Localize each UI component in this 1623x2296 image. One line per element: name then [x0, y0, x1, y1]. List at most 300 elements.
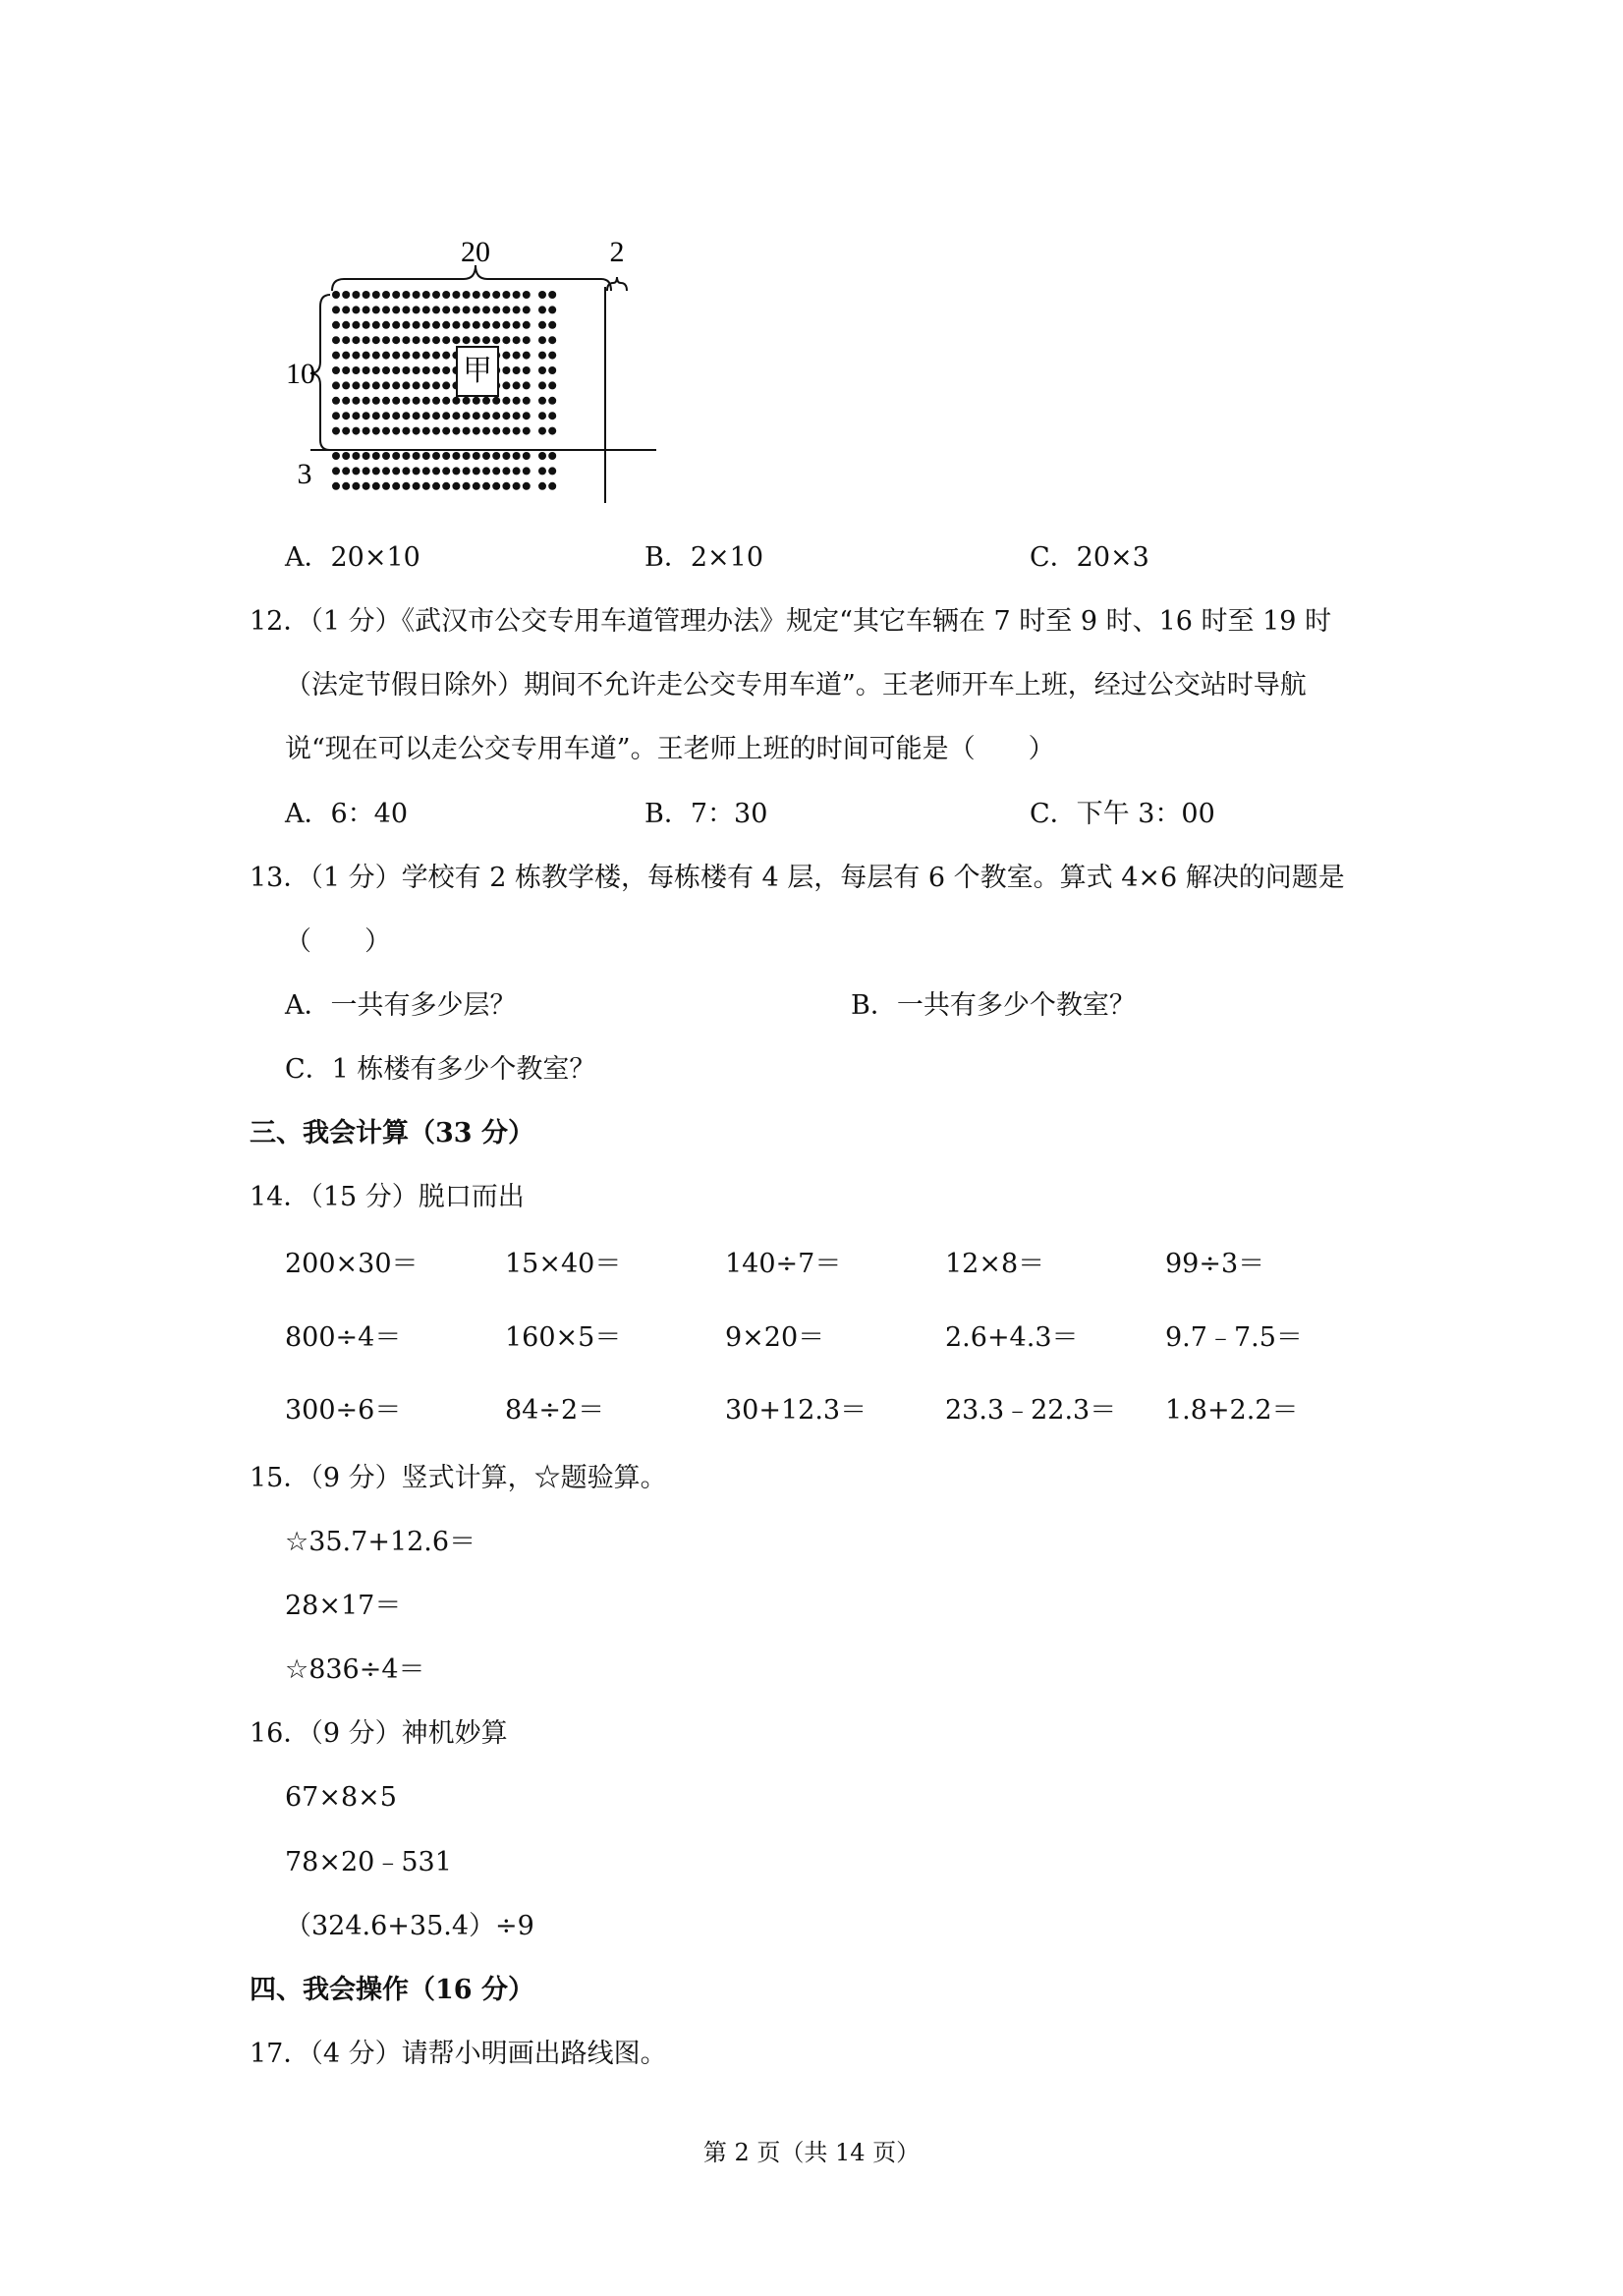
- dot: [523, 482, 531, 490]
- dot: [332, 321, 340, 329]
- dot: [513, 482, 521, 490]
- dot: [363, 452, 370, 460]
- q14-item: 160×5＝: [505, 1322, 622, 1353]
- dot: [432, 291, 440, 299]
- dot: [372, 336, 380, 344]
- q12-option-c[interactable]: C．下午 3：00: [1030, 799, 1215, 829]
- dot: [352, 467, 360, 475]
- q16-item-2: 78×20﹣531: [285, 1847, 452, 1877]
- dot: [548, 381, 556, 389]
- section-4-title: 四、我会操作（16 分）: [250, 1975, 534, 2005]
- q12-line-2: （法定节假日除外）期间不允许走公交专用车道”。王老师开车上班，经过公交站时导航: [285, 670, 1307, 700]
- dot: [392, 467, 400, 475]
- dot: [492, 306, 500, 313]
- dot: [392, 336, 400, 344]
- dot: [352, 321, 360, 329]
- dot: [402, 412, 410, 420]
- dot: [332, 291, 340, 299]
- dot: [422, 381, 430, 389]
- dot: [422, 412, 430, 420]
- dot: [548, 412, 556, 420]
- dot: [392, 427, 400, 435]
- dot: [442, 366, 450, 374]
- dot: [402, 397, 410, 405]
- dot-grid: [332, 291, 556, 490]
- dot: [452, 412, 460, 420]
- dot: [442, 452, 450, 460]
- dot: [513, 352, 521, 360]
- dot: [382, 321, 390, 329]
- dot: [392, 366, 400, 374]
- q14-item: 140÷7＝: [725, 1249, 842, 1279]
- dot: [413, 352, 420, 360]
- dot: [382, 452, 390, 460]
- dot: [352, 452, 360, 460]
- dot: [352, 412, 360, 420]
- dot: [363, 366, 370, 374]
- dot: [492, 467, 500, 475]
- dot: [413, 412, 420, 420]
- dot: [392, 452, 400, 460]
- dot: [413, 397, 420, 405]
- dot: [523, 321, 531, 329]
- q14-item: 12×8＝: [945, 1249, 1045, 1279]
- dot: [538, 352, 546, 360]
- dot: [523, 427, 531, 435]
- dot: [392, 352, 400, 360]
- dot: [372, 427, 380, 435]
- dot: [392, 306, 400, 313]
- dot: [523, 397, 531, 405]
- dot: [442, 397, 450, 405]
- dot: [442, 467, 450, 475]
- dot: [463, 291, 471, 299]
- q17-title: 17．（4 分）请帮小明画出路线图。: [250, 2039, 667, 2069]
- dot: [473, 452, 480, 460]
- dot: [538, 381, 546, 389]
- dot: [432, 467, 440, 475]
- dot: [332, 366, 340, 374]
- dot: [482, 482, 490, 490]
- dot: [463, 467, 471, 475]
- dot: [402, 352, 410, 360]
- dot: [502, 352, 510, 360]
- dot: [452, 397, 460, 405]
- q15-title: 15．（9 分）竖式计算，☆题验算。: [250, 1463, 667, 1493]
- dot: [363, 336, 370, 344]
- dot: [538, 412, 546, 420]
- dot: [352, 482, 360, 490]
- dot: [432, 336, 440, 344]
- dot: [442, 336, 450, 344]
- dot: [473, 427, 480, 435]
- dot: [422, 467, 430, 475]
- dot: [413, 321, 420, 329]
- dot: [442, 306, 450, 313]
- dot: [492, 291, 500, 299]
- label-2: 2: [609, 236, 625, 268]
- dot: [523, 366, 531, 374]
- dot: [363, 306, 370, 313]
- dot: [342, 427, 350, 435]
- dot: [372, 452, 380, 460]
- q16-title: 16．（9 分）神机妙算: [250, 1718, 508, 1749]
- q12-option-a[interactable]: A．6：40: [285, 799, 409, 829]
- dot: [502, 482, 510, 490]
- jia-label-box: 甲: [456, 346, 499, 397]
- dot: [342, 381, 350, 389]
- dot: [372, 352, 380, 360]
- dot: [392, 397, 400, 405]
- dot: [392, 381, 400, 389]
- dot: [548, 427, 556, 435]
- dot: [342, 467, 350, 475]
- dot: [502, 336, 510, 344]
- dot: [482, 452, 490, 460]
- dot: [363, 381, 370, 389]
- dot: [473, 412, 480, 420]
- dot: [473, 306, 480, 313]
- dot: [413, 381, 420, 389]
- dot: [422, 291, 430, 299]
- dot: [538, 306, 546, 313]
- dot: [492, 321, 500, 329]
- dot: [442, 412, 450, 420]
- dot: [352, 291, 360, 299]
- dot: [382, 352, 390, 360]
- dot: [548, 397, 556, 405]
- dot: [363, 321, 370, 329]
- dot: [492, 397, 500, 405]
- dot: [452, 467, 460, 475]
- q14-item: 30+12.3＝: [725, 1395, 867, 1426]
- page-footer: 第 2 页（共 14 页）: [702, 2139, 921, 2166]
- dot: [492, 452, 500, 460]
- dot: [432, 366, 440, 374]
- dot: [332, 412, 340, 420]
- dot: [342, 397, 350, 405]
- dot: [422, 321, 430, 329]
- dot: [523, 352, 531, 360]
- dot: [382, 381, 390, 389]
- dot: [382, 366, 390, 374]
- dot: [422, 352, 430, 360]
- dot: [402, 321, 410, 329]
- dot: [332, 336, 340, 344]
- dot: [392, 412, 400, 420]
- dot: [342, 291, 350, 299]
- dot: [538, 482, 546, 490]
- dot: [513, 321, 521, 329]
- dot: [402, 452, 410, 460]
- dot: [523, 291, 531, 299]
- dot: [502, 412, 510, 420]
- dot: [452, 321, 460, 329]
- dot: [502, 291, 510, 299]
- dot: [548, 366, 556, 374]
- dot: [482, 412, 490, 420]
- dot: [492, 412, 500, 420]
- dot: [482, 336, 490, 344]
- q14-item: 1.8+2.2＝: [1165, 1395, 1299, 1426]
- dot: [332, 427, 340, 435]
- dot: [332, 467, 340, 475]
- dot: [352, 336, 360, 344]
- dot: [473, 467, 480, 475]
- dot: [342, 336, 350, 344]
- dot: [538, 397, 546, 405]
- dot: [442, 352, 450, 360]
- dot: [482, 467, 490, 475]
- dot: [372, 321, 380, 329]
- dot: [382, 412, 390, 420]
- label-10: 10: [286, 358, 315, 390]
- dot: [452, 482, 460, 490]
- dot: [363, 352, 370, 360]
- dot: [432, 321, 440, 329]
- dot: [482, 321, 490, 329]
- dot: [382, 482, 390, 490]
- dot: [452, 336, 460, 344]
- q14-item: 15×40＝: [505, 1249, 622, 1279]
- dot: [463, 397, 471, 405]
- dot: [548, 352, 556, 360]
- dot: [538, 291, 546, 299]
- dot: [513, 467, 521, 475]
- dot: [432, 306, 440, 313]
- dot: [463, 306, 471, 313]
- dot: [363, 291, 370, 299]
- dot: [538, 321, 546, 329]
- q14-item: 2.6+4.3＝: [945, 1322, 1079, 1353]
- dot: [413, 427, 420, 435]
- dot: [332, 482, 340, 490]
- dot: [473, 321, 480, 329]
- dot: [363, 427, 370, 435]
- dot: [432, 352, 440, 360]
- dot: [422, 366, 430, 374]
- dot: [392, 321, 400, 329]
- dot: [452, 291, 460, 299]
- dot: [413, 336, 420, 344]
- dot: [502, 427, 510, 435]
- q14-item: 300÷6＝: [285, 1395, 402, 1426]
- dot: [352, 306, 360, 313]
- dot: [352, 397, 360, 405]
- q13-option-c[interactable]: C．1 栋楼有多少个教室？: [285, 1054, 596, 1085]
- q12-option-b[interactable]: B．7：30: [644, 799, 768, 829]
- dot: [538, 366, 546, 374]
- dot: [363, 412, 370, 420]
- dot: [402, 467, 410, 475]
- dot: [523, 467, 531, 475]
- dot: [332, 381, 340, 389]
- dot: [523, 412, 531, 420]
- dot: [482, 291, 490, 299]
- dot: [463, 427, 471, 435]
- dot: [452, 427, 460, 435]
- dot: [482, 306, 490, 313]
- dot: [548, 452, 556, 460]
- dot: [413, 452, 420, 460]
- dot: [502, 306, 510, 313]
- dot: [538, 452, 546, 460]
- dot: [538, 427, 546, 435]
- dot: [492, 482, 500, 490]
- dot: [538, 336, 546, 344]
- dot: [413, 366, 420, 374]
- dot: [523, 381, 531, 389]
- q13-line-1: 13．（1 分）学校有 2 栋教学楼，每栋楼有 4 层，每层有 6 个教室。算式 4×6 解决的问题是: [250, 863, 1345, 893]
- dot: [432, 452, 440, 460]
- dot: [442, 482, 450, 490]
- dot: [432, 427, 440, 435]
- dot: [523, 306, 531, 313]
- q11-option-b[interactable]: B．2×10: [644, 542, 763, 573]
- dot: [392, 291, 400, 299]
- dot: [372, 412, 380, 420]
- dot: [402, 427, 410, 435]
- dot: [402, 306, 410, 313]
- dot: [382, 397, 390, 405]
- q14-item: 800÷4＝: [285, 1322, 402, 1353]
- dot: [402, 336, 410, 344]
- dot: [548, 467, 556, 475]
- dot: [352, 381, 360, 389]
- dot: [502, 467, 510, 475]
- dot: [402, 291, 410, 299]
- dot: [548, 321, 556, 329]
- dot: [513, 412, 521, 420]
- dot: [382, 336, 390, 344]
- dot: [463, 321, 471, 329]
- dot: [352, 427, 360, 435]
- dot: [342, 321, 350, 329]
- dot: [342, 366, 350, 374]
- top-brace: [332, 265, 611, 291]
- dot: [332, 452, 340, 460]
- dot: [463, 412, 471, 420]
- q15-item-1: ☆35.7+12.6＝: [285, 1527, 476, 1557]
- dot: [372, 306, 380, 313]
- dot: [473, 397, 480, 405]
- dot: [482, 427, 490, 435]
- dot: [342, 482, 350, 490]
- dot: [402, 482, 410, 490]
- q13-option-a[interactable]: A．一共有多少层？: [285, 990, 517, 1021]
- dot: [513, 452, 521, 460]
- dot: [372, 397, 380, 405]
- dot: [538, 467, 546, 475]
- dot: [473, 482, 480, 490]
- dot: [502, 397, 510, 405]
- dot: [513, 427, 521, 435]
- dot: [442, 381, 450, 389]
- dot: [513, 306, 521, 313]
- q15-item-3: ☆836÷4＝: [285, 1654, 425, 1685]
- dot: [332, 397, 340, 405]
- dot: [548, 291, 556, 299]
- dot: [372, 482, 380, 490]
- dot: [382, 467, 390, 475]
- dot: [332, 306, 340, 313]
- q16-item-1: 67×8×5: [285, 1782, 397, 1813]
- q15-item-2: 28×17＝: [285, 1591, 402, 1621]
- dot: [402, 381, 410, 389]
- dot: [452, 452, 460, 460]
- dot: [372, 366, 380, 374]
- q14-item: 23.3﹣22.3＝: [945, 1395, 1117, 1426]
- dot: [513, 291, 521, 299]
- q13-option-b[interactable]: B．一共有多少个教室？: [851, 990, 1136, 1021]
- dot: [548, 306, 556, 313]
- dot: [402, 366, 410, 374]
- dot: [342, 452, 350, 460]
- q14-item: 200×30＝: [285, 1249, 419, 1279]
- dot: [372, 381, 380, 389]
- section-3-title: 三、我会计算（33 分）: [250, 1118, 534, 1148]
- dot: [422, 306, 430, 313]
- dot: [422, 336, 430, 344]
- q14-title: 14．（15 分）脱口而出: [250, 1182, 525, 1212]
- q14-item: 9×20＝: [725, 1322, 825, 1353]
- dot: [513, 366, 521, 374]
- dot: [422, 482, 430, 490]
- dot: [352, 352, 360, 360]
- dot: [482, 397, 490, 405]
- q16-item-3: （324.6+35.4）÷9: [285, 1911, 534, 1941]
- dot: [422, 427, 430, 435]
- dot: [442, 321, 450, 329]
- dot: [513, 336, 521, 344]
- q12-line-1: 12．（1 分）《武汉市公交专用车道管理办法》规定“其它车辆在 7 时至 9 时、16 时至 19 时: [250, 606, 1332, 637]
- dot: [363, 397, 370, 405]
- dot: [432, 397, 440, 405]
- q13-line-2: （ ）: [285, 926, 391, 957]
- dot: [548, 336, 556, 344]
- dot: [463, 482, 471, 490]
- dot: [352, 366, 360, 374]
- q11-option-a[interactable]: A．20×10: [285, 542, 420, 573]
- dot: [372, 467, 380, 475]
- dot: [463, 336, 471, 344]
- q14-item: 99÷3＝: [1165, 1249, 1265, 1279]
- dot: [413, 291, 420, 299]
- dot: [513, 397, 521, 405]
- dot: [432, 381, 440, 389]
- dot: [502, 381, 510, 389]
- q11-option-c[interactable]: C．20×3: [1030, 542, 1149, 573]
- dot: [342, 352, 350, 360]
- dot: [452, 306, 460, 313]
- dot: [442, 427, 450, 435]
- label-3: 3: [297, 458, 312, 490]
- dot: [502, 366, 510, 374]
- dot: [502, 452, 510, 460]
- dot: [342, 306, 350, 313]
- dot: [382, 427, 390, 435]
- dot: [502, 321, 510, 329]
- label-20: 20: [461, 236, 490, 268]
- dot: [363, 482, 370, 490]
- dot: [372, 291, 380, 299]
- dot: [523, 452, 531, 460]
- dot: [473, 291, 480, 299]
- dot: [548, 482, 556, 490]
- dot: [363, 467, 370, 475]
- dot: [463, 452, 471, 460]
- dot: [422, 452, 430, 460]
